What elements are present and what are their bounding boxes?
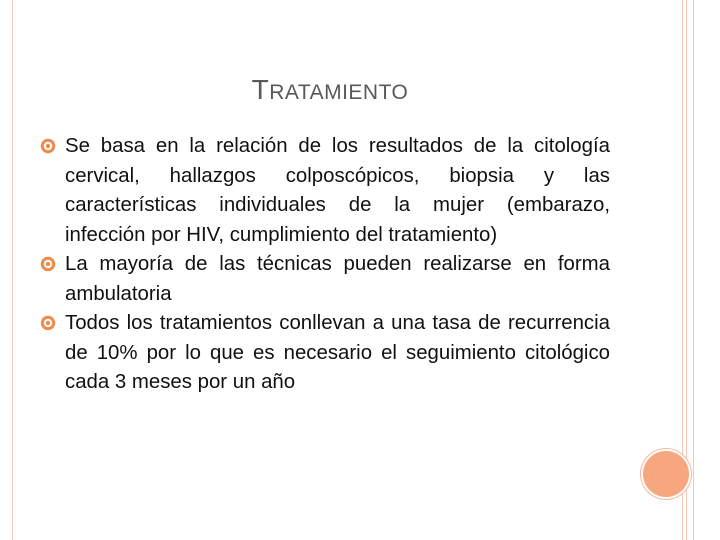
bullet-item [40, 309, 610, 398]
bullet-text: Se basa en la relación de los resultados de la citología cervical, hallazgos colposcópicos, biopsia y las características individuales de la mujer (embarazo, infección por HIV, cumplimiento del tratamiento) [65, 135, 610, 246]
gear-flower-icon [40, 138, 56, 154]
bullet-item [40, 132, 610, 250]
bullet-text: La mayoría de las técnicas pueden realizarse en forma ambulatoria [65, 253, 610, 305]
gear-flower-icon [40, 256, 56, 272]
bullet-item [40, 250, 610, 309]
title-initial: T [251, 74, 270, 105]
decorative-circle [641, 449, 691, 499]
bullet-list [40, 132, 610, 398]
slide-title [0, 74, 660, 106]
gear-flower-icon [40, 315, 56, 331]
title-rest: RATAMIENTO [269, 81, 409, 104]
bullet-text: Todos los tratamientos conllevan a una tasa de recurrencia de 10% por lo que es necesario el seguimiento citológico cada 3 meses por un año [65, 312, 610, 393]
